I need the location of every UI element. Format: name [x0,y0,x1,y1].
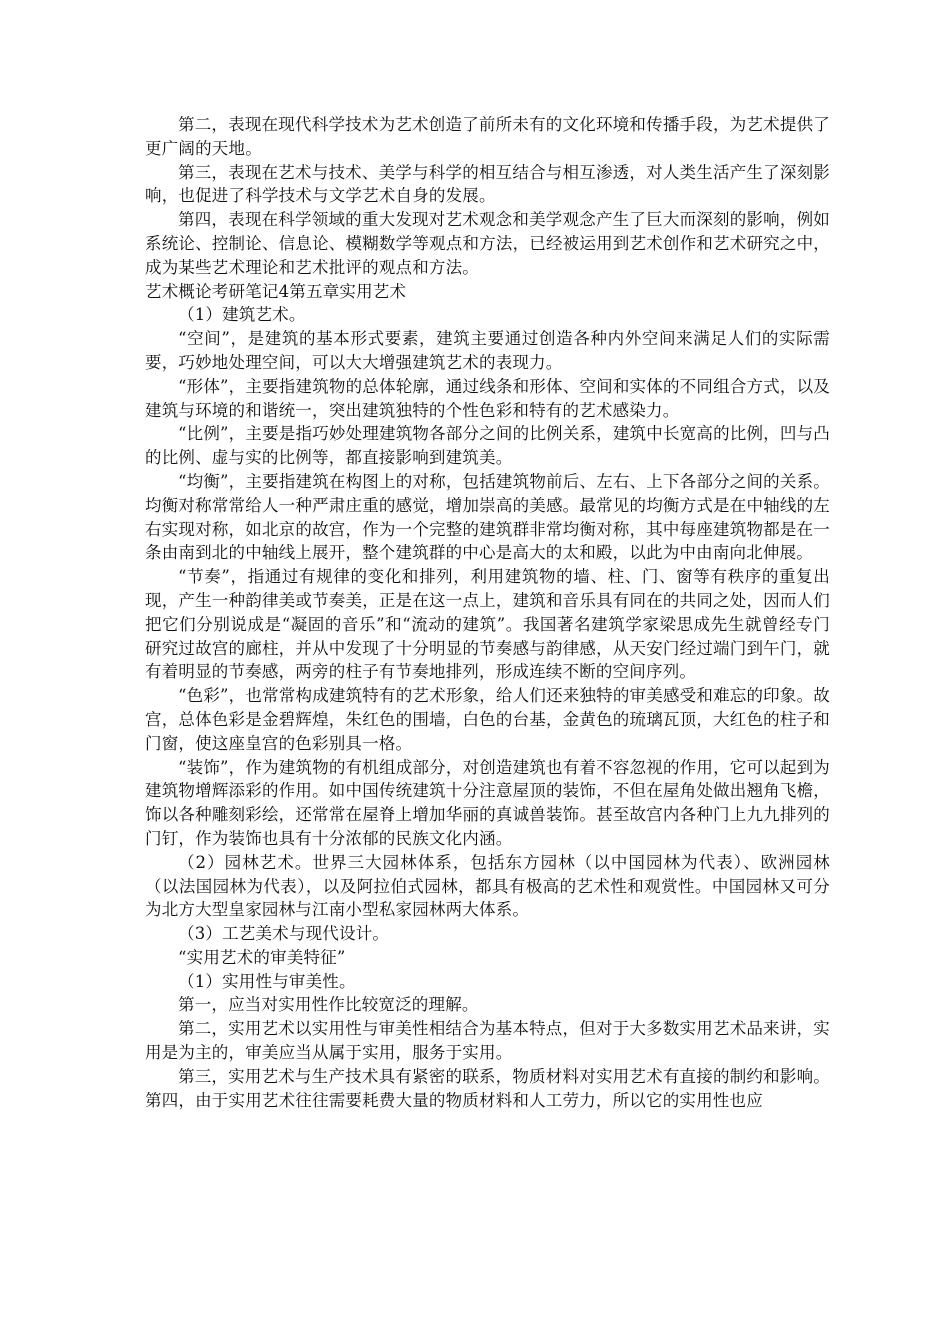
paragraph: “装饰”，作为建筑物的有机组成部分，对创造建筑也有着不容忽视的作用，它可以起到为建筑物增辉添彩的作用。如中国传统建筑十分注意屋顶的装饰，不但在屋角处做出翘角飞檐，饰以各种雕刻彩绘，还常常在屋脊上增加华丽的真诚兽装饰。甚至故宫内各种门上九九排列的门钉，作为装饰也具有十分浓郁的民族文化内涵。 [145,757,830,848]
paragraph: “形体”，主要指建筑物的总体轮廓，通过线条和形体、空间和实体的不同组合方式，以及建筑与环境的和谐统一，突出建筑独特的个性色彩和特有的艺术感染力。 [145,376,830,420]
paragraph: 第二，表现在现代科学技术为艺术创造了前所未有的文化环境和传播手段，为艺术提供了更广阔的天地。 [145,115,830,158]
paragraph: 第二，实用艺术以实用性与审美性相结合为基本特点，但对于大多数实用艺术品来讲，实用是为主的，审美应当从属于实用，服务于实用。 [145,1019,830,1063]
paragraph: 第一，应当对实用性作比较宽泛的理解。 [178,995,479,1015]
paragraph: （1）建筑艺术。 [178,305,306,325]
paragraph: （1）实用性与审美性。 [178,971,356,991]
section-heading: 艺术概论考研笔记4第五章实用艺术 [145,281,407,301]
paragraph: “节奏”，指通过有规律的变化和排列，利用建筑物的墙、柱、门、窗等有秩序的重复出现，产生一种韵律美或节奏美，正是在这一点上，建筑和音乐具有同在的共同之处，因而人们把它们分别说成是“凝固的音乐”和“流动的建筑”。我国著名建筑学家梁思成先生就曾经专门研究过故宫的廊柱，并从中发现了十分明显的节奏感与韵律感，从天安门经过端门到午门，就有着明显的节奏感，两旁的柱子有节奏地排列，形成连续不断的空间序列。 [145,567,830,682]
document-page [145,113,830,1112]
paragraph: “比例”，主要是指巧妙处理建筑物各部分之间的比例关系，建筑中长宽高的比例，凹与凸的比例、虚与实的比例等，都直接影响到建筑美。 [145,424,830,468]
paragraph: （3）工艺美术与现代设计。 [178,924,390,944]
paragraph: 第三，实用艺术与生产技术具有紧密的联系，物质材料对实用艺术有直接的制约和影响。第四，由于实用艺术往往需要耗费大量的物质材料和人工劳力，所以它的实用性也应 [145,1066,830,1110]
paragraph: “实用艺术的审美特征” [178,947,346,967]
paragraph: 第四，表现在科学领域的重大发现对艺术观念和美学观念产生了巨大而深刻的影响，例如系统论、控制论、信息论、模糊数学等观点和方法，已经被运用到艺术创作和艺术研究之中，成为某些艺术理论和艺术批评的观点和方法。 [145,210,830,277]
paragraph: “色彩”，也常常构成建筑特有的艺术形象，给人们还来独特的审美感受和难忘的印象。故宫，总体色彩是金碧辉煌，朱红色的围墙，白色的台基，金黄色的琉璃瓦顶，大红色的柱子和门窗，使这座皇宫的色彩别具一格。 [145,686,830,753]
paragraph: “均衡”，主要指建筑在构图上的对称，包括建筑物前后、左右、上下各部分之间的关系。均衡对称常常给人一种严肃庄重的感觉，增加崇高的美感。最常见的均衡方式是在中轴线的左右实现对称，如北京的故宫，作为一个完整的建筑群非常均衡对称，其中每座建筑物都是在一条由南到北的中轴线上展开，整个建筑群的中心是高大的太和殿，以此为中由南向北伸展。 [145,471,830,563]
paragraph: 第三，表现在艺术与技术、美学与科学的相互结合与相互渗透，对人类生活产生了深刻影响，也促进了科学技术与文学艺术自身的发展。 [145,162,830,206]
paragraph: （2）园林艺术。世界三大园林体系，包括东方园林（以中国园林为代表）、欧洲园林（以法国园林为代表），以及阿拉伯式园林，都具有极高的艺术性和观赏性。中国园林又可分为北方大型皇家园林与江南小型私家园林两大体系。 [145,852,830,920]
paragraph: “空间”，是建筑的基本形式要素，建筑主要通过创造各种内外空间来满足人们的实际需要，巧妙地处理空间，可以大大增强建筑艺术的表现力。 [145,329,830,372]
